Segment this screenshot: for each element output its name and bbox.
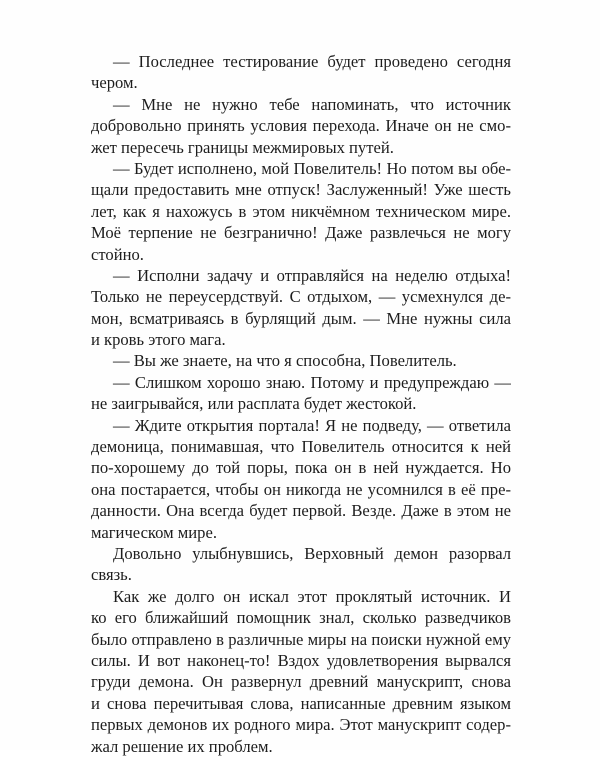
text-line: данности. Она всегда будет первой. Везде. Даже в этом не xyxy=(91,501,511,521)
text-line: силы. И вот наконец-то! Вздох удовлетворения вырвался xyxy=(91,650,511,670)
text-line: чером. xyxy=(91,73,138,93)
text-line: связь. xyxy=(91,565,132,585)
text-line: и кровь этого мага. xyxy=(91,330,226,350)
text-line: Довольно улыбнувшись, Верховный демон разорвал xyxy=(113,543,511,563)
text-line: добровольно принять условия перехода. Иначе он не смо- xyxy=(91,116,511,136)
text-line: было отправлено в различные миры на поиски нужной ему xyxy=(91,629,511,649)
text-line: жал решение их проблем. xyxy=(91,736,273,756)
text-line: — Исполни задачу и отправляйся на неделю отдыха! xyxy=(113,265,511,285)
text-line: жет пересечь границы межмировых путей. xyxy=(91,137,394,157)
text-line: ко его ближайший помощник знал, сколько разведчиков xyxy=(91,608,511,628)
text-line: она постарается, чтобы он никогда не усомнился в её пре- xyxy=(91,479,511,499)
text-line: по-хорошему до той поры, пока он в ней нуждается. Но xyxy=(91,458,511,478)
text-line: мон, всматриваясь в бурлящий дым. — Мне нужны сила xyxy=(91,308,511,328)
body-text xyxy=(91,51,511,757)
text-line: груди демона. Он развернул древний манускрипт, снова xyxy=(91,672,511,692)
text-line: — Слишком хорошо знаю. Потому и предупреждаю — xyxy=(113,372,511,392)
text-line: Моё терпение не безгранично! Даже развлечься не могу xyxy=(91,223,511,243)
text-line: лет, как я нахожусь в этом никчёмном техническом мире. xyxy=(91,201,511,221)
text-line: — Ждите открытия портала! Я не подведу, — ответила xyxy=(113,415,511,435)
text-line: — Вы же знаете, на что я способна, Повелитель. xyxy=(113,351,457,371)
text-line: стойно. xyxy=(91,244,144,264)
text-line: — Последнее тестирование будет проведено сегодня xyxy=(113,52,511,71)
text-line: — Будет исполнено, мой Повелитель! Но потом вы обе- xyxy=(113,158,511,178)
text-line: первых демонов их родного мира. Этот манускрипт содер- xyxy=(91,715,511,735)
text-line: — Мне не нужно тебе напоминать, что источник xyxy=(113,94,511,114)
text-line: не заигрывайся, или расплата будет жестокой. xyxy=(91,394,417,414)
text-line: Только не переусердствуй. С отдыхом, — усмехнулся де- xyxy=(91,287,511,307)
text-line: магическом мире. xyxy=(91,522,217,542)
text-line: щали предоставить мне отпуск! Заслуженный! Уже шесть xyxy=(91,180,511,200)
text-line: Как же долго он искал этот проклятый источник. И xyxy=(113,586,511,606)
text-line: и снова перечитывая слова, написанные древним языком xyxy=(91,693,511,713)
text-line: демоница, понимавшая, что Повелитель относится к ней xyxy=(91,437,511,457)
